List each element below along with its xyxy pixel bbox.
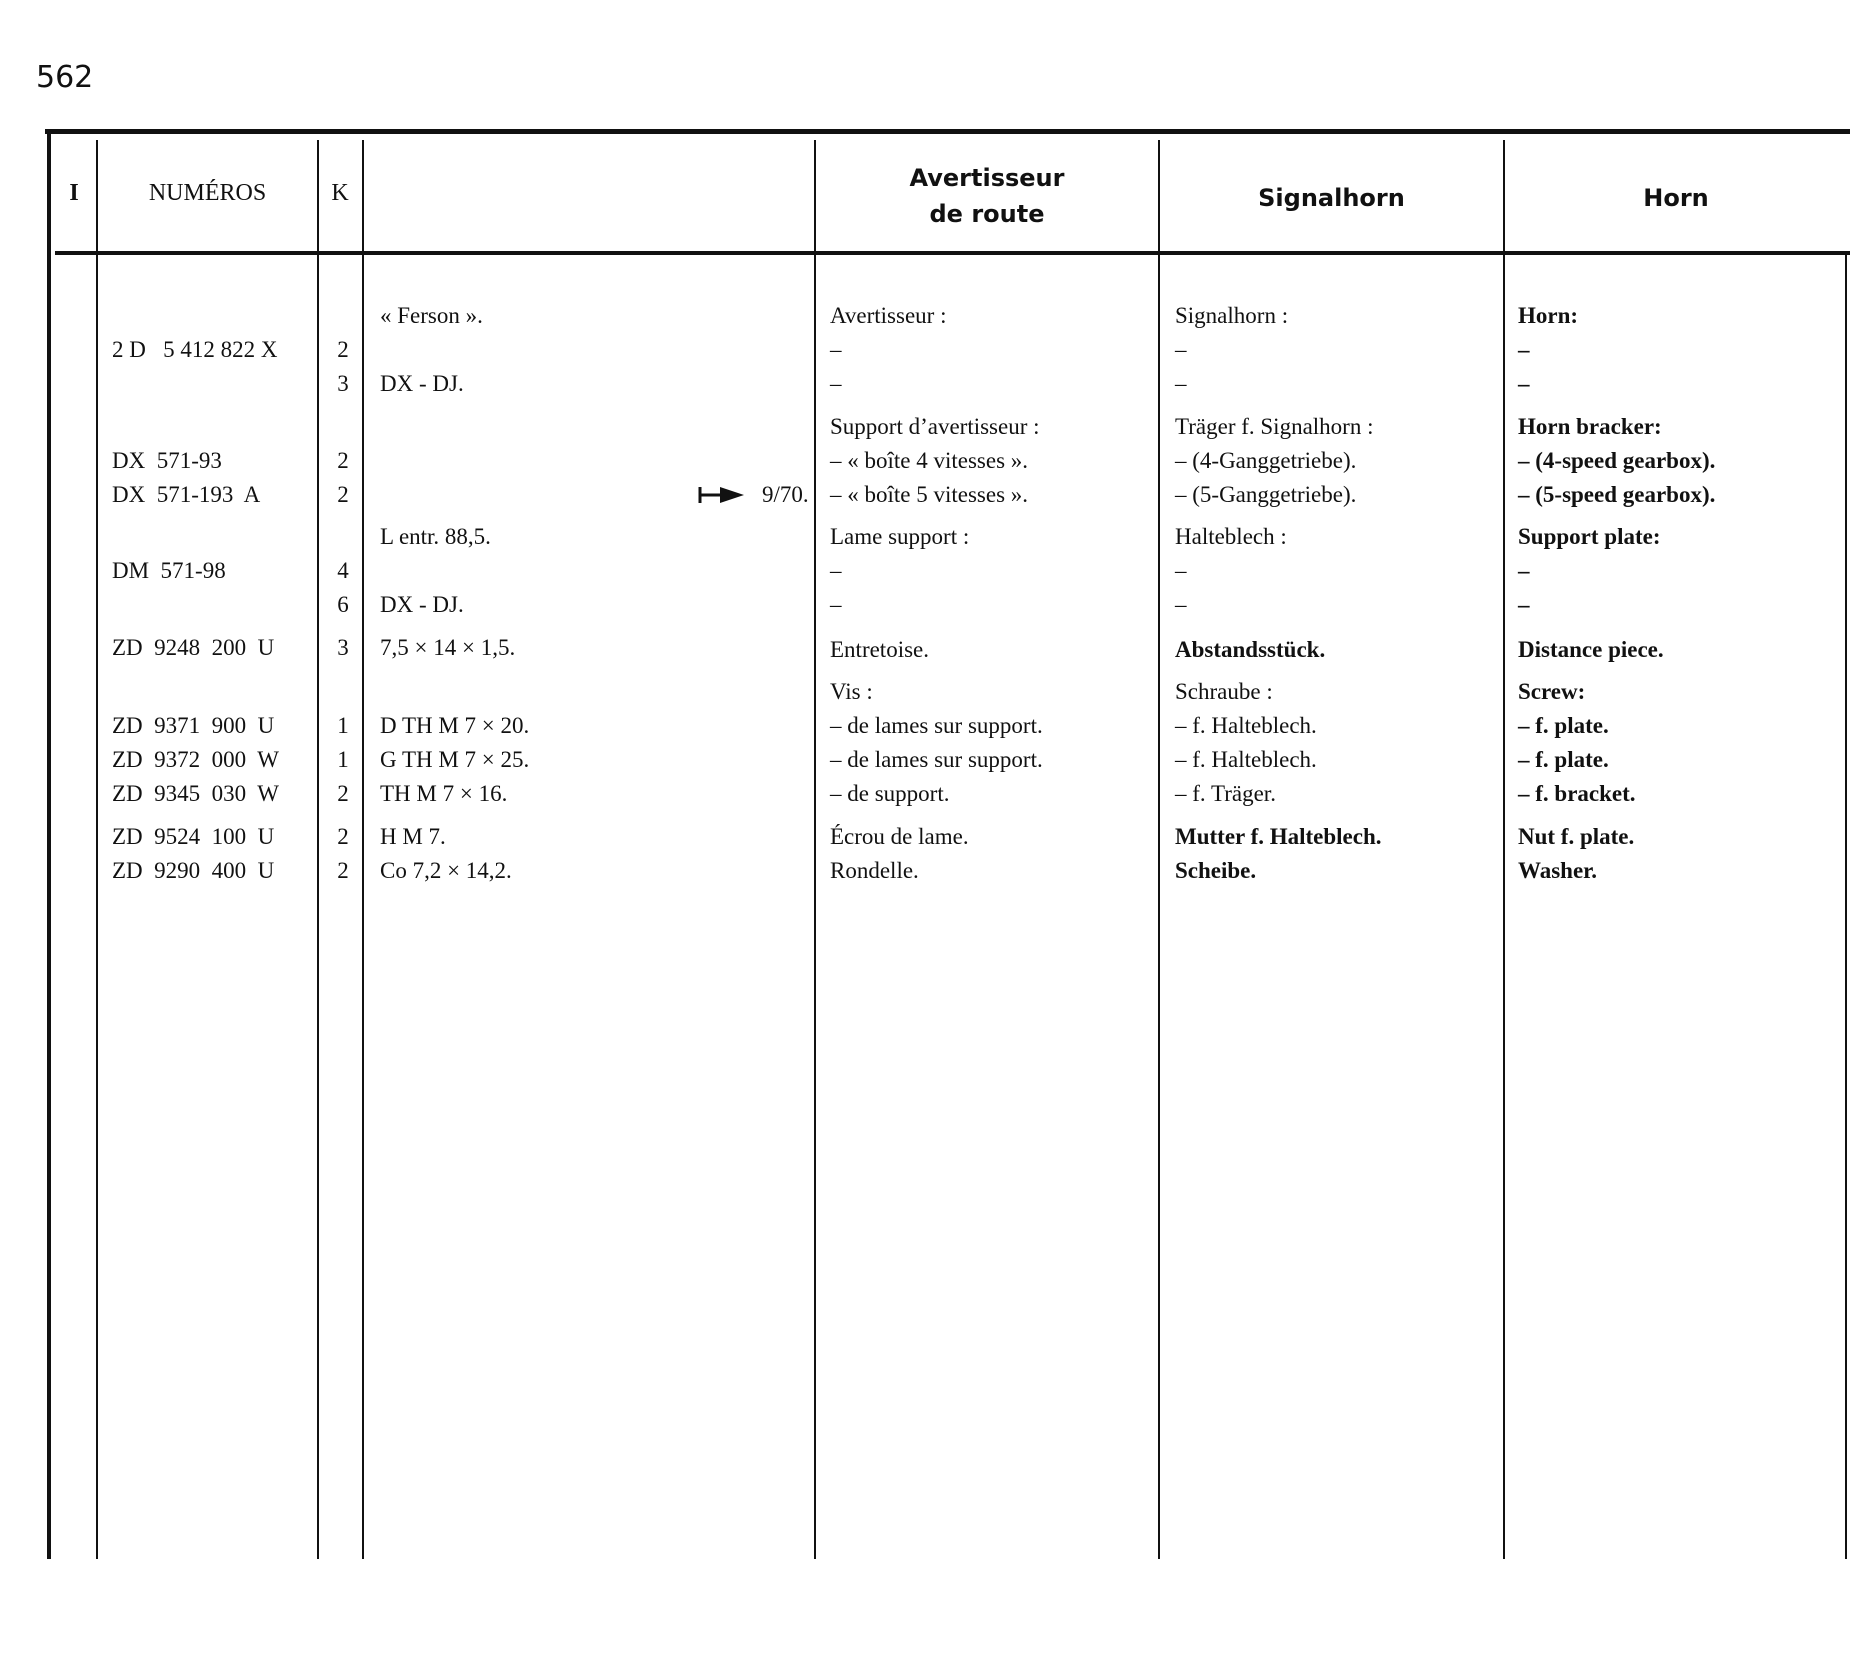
fr-cell: Avertisseur : [830, 303, 947, 328]
en-cell: Horn: [1518, 303, 1579, 328]
en-cell: – [1518, 337, 1530, 362]
part-number-cell: ZD 9248 200 U [112, 635, 275, 660]
spec-cell: D TH M 7 × 20. [380, 713, 530, 738]
arrow-right-icon [698, 481, 746, 509]
column-divider-left [47, 131, 51, 1559]
fr-cell: – [830, 592, 842, 617]
en-cell: – [1518, 558, 1530, 583]
header-de: Signalhorn [1258, 184, 1405, 212]
spec-cell: DX - DJ. [380, 592, 464, 617]
en-cell: – [1518, 371, 1530, 396]
spec-cell: TH M 7 × 16. [380, 781, 508, 806]
de-cell: – f. Halteblech. [1175, 747, 1317, 772]
fr-cell: – « boîte 4 vitesses ». [830, 448, 1029, 473]
spec-cell: L entr. 88,5. [380, 524, 491, 549]
de-cell: Halteblech : [1175, 524, 1287, 549]
en-cell: Support plate: [1518, 524, 1661, 549]
part-number-cell: DX 571-93 [112, 448, 222, 473]
fr-cell: Entretoise. [830, 637, 929, 662]
part-number-cell: ZD 9371 900 U [112, 713, 275, 738]
spec-cell: H M 7. [380, 824, 446, 849]
de-cell: – (4-Ganggetriebe). [1175, 448, 1357, 473]
en-cell: Washer. [1518, 858, 1598, 883]
header-k: K [331, 180, 349, 206]
column-divider-k [317, 140, 319, 1559]
part-number-cell: ZD 9290 400 U [112, 858, 275, 883]
part-number-cell: DX 571-193 A [112, 482, 261, 507]
spec-cell: DX - DJ. [380, 371, 464, 396]
en-cell: – f. bracket. [1518, 781, 1636, 806]
k-cell: 4 [337, 558, 349, 583]
fr-cell: Rondelle. [830, 858, 919, 883]
k-cell: 3 [337, 371, 349, 396]
en-cell: – f. plate. [1518, 713, 1609, 738]
k-cell: 2 [337, 824, 349, 849]
fr-cell: – de lames sur support. [830, 747, 1043, 772]
k-cell: 2 [337, 448, 349, 473]
fr-cell: Lame support : [830, 524, 970, 549]
en-cell: Nut f. plate. [1518, 824, 1635, 849]
fr-cell: Écrou de lame. [830, 824, 969, 849]
de-cell: – f. Halteblech. [1175, 713, 1317, 738]
de-cell: Signalhorn : [1175, 303, 1289, 328]
de-cell: – [1175, 371, 1187, 396]
fr-cell: – [830, 558, 842, 583]
header-bottom-rule [55, 251, 1850, 255]
de-cell: – [1175, 592, 1187, 617]
de-cell: – [1175, 558, 1187, 583]
spec-cell: 7,5 × 14 × 1,5. [380, 635, 516, 660]
fr-cell: Vis : [830, 679, 873, 704]
fr-cell: – [830, 371, 842, 396]
header-en: Horn [1643, 184, 1709, 212]
de-cell: Mutter f. Halteblech. [1175, 824, 1382, 849]
k-cell: 1 [337, 713, 349, 738]
k-cell: 1 [337, 747, 349, 772]
en-cell: – (4-speed gearbox). [1518, 448, 1716, 473]
part-number-cell: ZD 9524 100 U [112, 824, 275, 849]
part-number-cell: 2 D 5 412 822 X [112, 337, 278, 362]
en-cell: – f. plate. [1518, 747, 1609, 772]
header-i: I [69, 180, 79, 206]
modification-note: 9/70. [762, 482, 809, 507]
spec-cell: « Ferson ». [380, 303, 483, 328]
part-number-cell: DM 571-98 [112, 558, 226, 583]
table-top-rule [45, 129, 1850, 134]
k-cell: 2 [337, 858, 349, 883]
en-cell: Distance piece. [1518, 637, 1664, 662]
column-divider-spec [362, 140, 364, 1559]
de-cell: Scheibe. [1175, 858, 1257, 883]
header-fr-line1: Avertisseur [909, 164, 1065, 192]
de-cell: Träger f. Signalhorn : [1175, 414, 1374, 439]
de-cell: Schraube : [1175, 679, 1273, 704]
k-cell: 2 [337, 781, 349, 806]
de-cell: – [1175, 337, 1187, 362]
page-number: 562 [36, 60, 94, 95]
column-divider-numeros [96, 140, 98, 1559]
spec-cell: Co 7,2 × 14,2. [380, 858, 512, 883]
fr-cell: – de lames sur support. [830, 713, 1043, 738]
column-divider-fr [814, 140, 816, 1559]
fr-cell: – de support. [830, 781, 950, 806]
fr-cell: Support d’avertisseur : [830, 414, 1040, 439]
column-divider-right [1845, 255, 1847, 1559]
de-cell: – (5-Ganggetriebe). [1175, 482, 1357, 507]
k-cell: 3 [337, 635, 349, 660]
en-cell: Screw: [1518, 679, 1586, 704]
part-number-cell: ZD 9345 030 W [112, 781, 279, 806]
column-divider-de [1158, 140, 1160, 1559]
k-cell: 2 [337, 337, 349, 362]
fr-cell: – [830, 337, 842, 362]
en-cell: – (5-speed gearbox). [1518, 482, 1716, 507]
k-cell: 6 [337, 592, 349, 617]
column-divider-en [1503, 140, 1505, 1559]
de-cell: Abstandsstück. [1175, 637, 1326, 662]
spec-cell: G TH M 7 × 25. [380, 747, 530, 772]
de-cell: – f. Träger. [1175, 781, 1276, 806]
en-cell: Horn bracker: [1518, 414, 1662, 439]
header-fr-line2: de route [929, 200, 1045, 228]
header-fr [818, 160, 1156, 232]
fr-cell: – « boîte 5 vitesses ». [830, 482, 1029, 507]
en-cell: – [1518, 592, 1530, 617]
part-number-cell: ZD 9372 000 W [112, 747, 279, 772]
k-cell: 2 [337, 482, 349, 507]
header-numeros: NUMÉROS [148, 180, 267, 206]
